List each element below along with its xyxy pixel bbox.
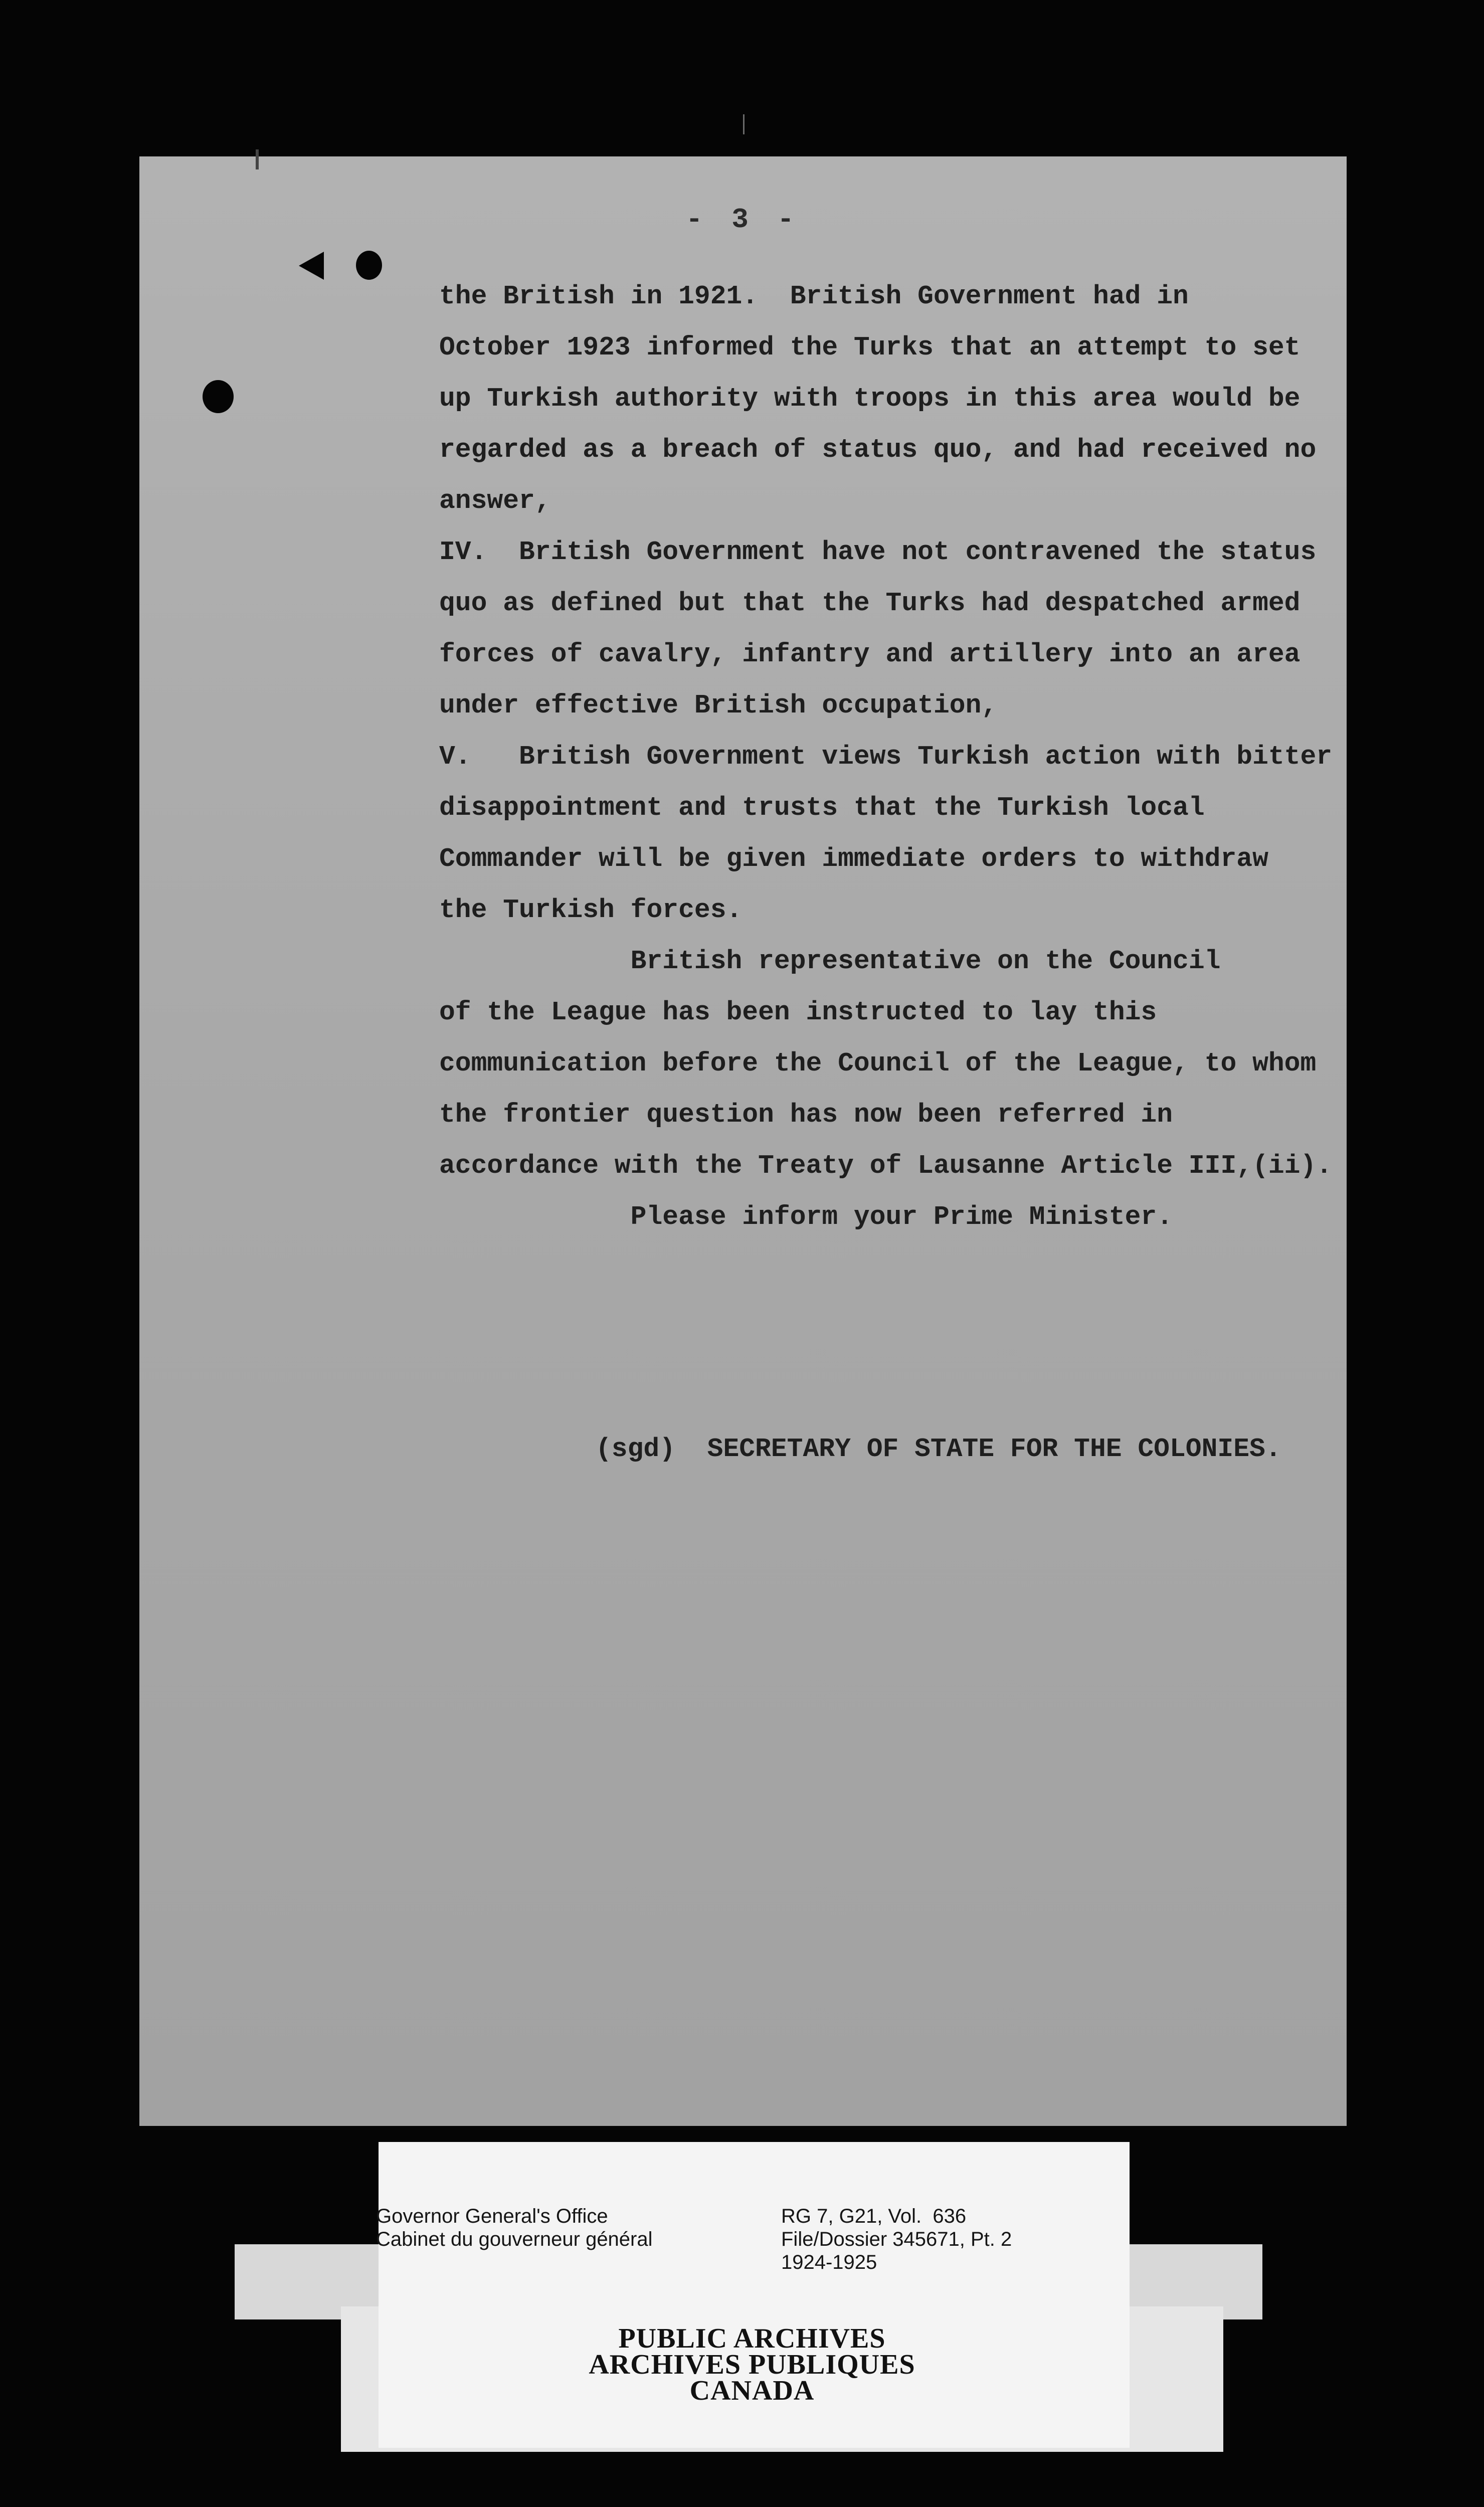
film-scratch [743,114,745,134]
document-page [139,156,1347,2126]
office-english: Governor General's Office [376,2205,608,2227]
text-line: up Turkish authority with troops in this area would be [439,384,1301,414]
text-line: answer, [439,486,551,516]
punch-mark-left [299,252,324,280]
text-line: IV. British Government have not contravened the status [439,537,1317,567]
page-number: - 3 - [685,204,801,236]
archive-reference: RG 7, G21, Vol. 636 [781,2205,967,2227]
text-line: British representative on the Council [439,946,1221,976]
text-line: the British in 1921. British Government had in [439,281,1189,311]
text-line: the frontier question has now been referred in [439,1100,1173,1130]
text-line: disappointment and trusts that the Turkish local [439,793,1205,823]
punch-mark-right [356,251,382,280]
text-line: the Turkish forces. [439,895,743,925]
text-line: accordance with the Treaty of Lausanne Article III,(ii). [439,1151,1333,1181]
text-line: Please inform your Prime Minister. [439,1202,1173,1232]
stamp-line: PUBLIC ARCHIVES [618,2323,886,2354]
stamp-line: ARCHIVES PUBLIQUES [589,2349,915,2380]
text-line: Commander will be given immediate orders to withdraw [439,844,1268,874]
stamp-line: CANADA [689,2375,815,2406]
archives-stamp [501,2325,1003,2404]
text-line: under effective British occupation, [439,690,998,721]
text-line: forces of cavalry, infantry and artillery into an area [439,639,1301,669]
office-french: Cabinet du gouverneur général [376,2228,653,2250]
text-line: of the League has been instructed to lay this [439,997,1157,1027]
text-line: communication before the Council of the League, to whom [439,1048,1317,1079]
text-line: V. British Government views Turkish action with bitter [439,742,1333,772]
punch-hole-left [203,380,234,413]
letter-body [439,271,1333,1242]
text-line: quo as defined but that the Turks had despatched armed [439,588,1301,618]
archive-file: File/Dossier 345671, Pt. 2 [781,2228,1012,2250]
film-scratch [256,149,259,169]
text-line: October 1923 informed the Turks that an attempt to set [439,332,1301,363]
signature-line: (sgd) SECRETARY OF STATE FOR THE COLONIES. [596,1434,1281,1464]
archive-years: 1924-1925 [781,2251,877,2273]
text-line: regarded as a breach of status quo, and had received no [439,435,1317,465]
